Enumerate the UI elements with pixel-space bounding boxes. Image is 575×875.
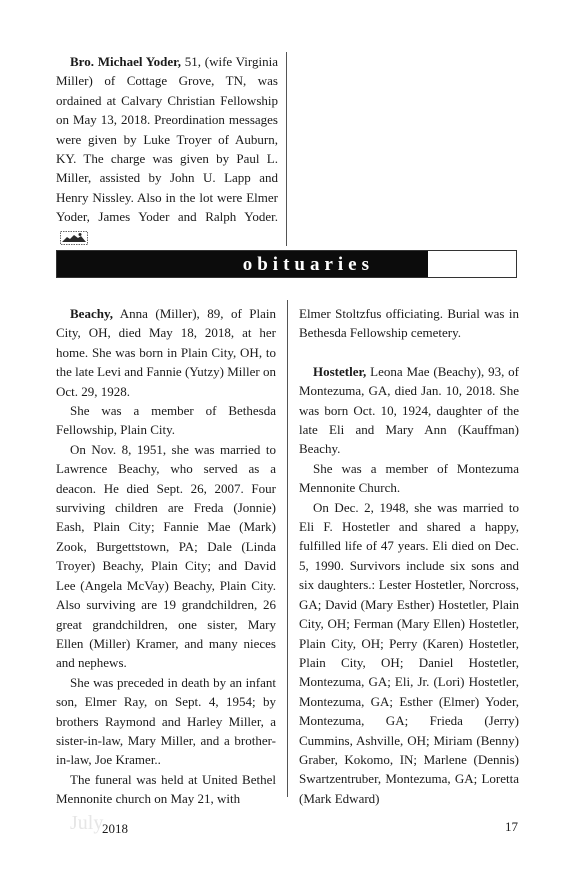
ordination-name: Bro. Michael Yoder, [70, 54, 181, 69]
page-number: 17 [505, 819, 518, 834]
obit-beachy-membership: She was a member of Bethesda Fellowship, Plain City. [56, 403, 276, 438]
section-banner [56, 250, 517, 278]
obit-beachy-intro [56, 304, 276, 401]
obit-hostetler-intro-text: Leona Mae (Beachy), 93, of Montezuma, GA, died Jan. 10, 2018. She was born Oct. 10, 1924, daughter of the late Eli and Mary Ann (Kauffman) Beachy. [299, 363, 519, 457]
obit-hostetler-survivors: On Dec. 2, 1948, she was married to Eli F. Hostetler and shared a happy, fulfilled life of 47 years. Eli died on Dec. 5, 1990. Survivors include six sons and six daughters.: Lester Hostetler, Norcross, GA; David (Mary Esther) Hostetler, Plain City, OH; Ferman (Mary Ellen) Hostetler, Plain City, OH; Perry (Karen) Hostetler, Plain City, OH; Daniel Hostetler, Montezuma, GA; Eli, Jr. (Lori) Hostetler, Montezuma, GA; Esther (Elmer) Yoder, Montezuma, GA; Frieda (Jerry) Cummins, Ashville, OH; Miriam (Benny) Graber, Kokomo, IN; Marlene (Dennis) Swartzentruber, Montezuma, GA; Loretta (Mark Edward) [299, 499, 519, 806]
obit-beachy-preceded: She was preceded in death by an infant son, Elmer Ray, on Sept. 4, 1954; by brothers Raymond and Harley Miller, a sister-in-law, Mary Miller, and a brother-in-law, Joe Kramer.. [56, 674, 276, 768]
obit-beachy-funeral: The funeral was held at United Bethel Mennonite church on May 21, with [56, 771, 276, 807]
ordination-notice [56, 52, 287, 246]
obit-beachy-intro-text: Anna (Miller), 89, of Plain City, OH, died May 18, 2018, at her home. She was born in Plain City, OH, to the late Levi and Fannie (Yutzy) Miller on Oct. 29, 1928. [56, 306, 276, 399]
ordination-text: 51, (wife Virginia Miller) of Cottage Grove, TN, was ordained at Calvary Christian Fellowship on May 13, 2018. Preordination messages were given by Luke Troyer of Auburn, KY. The charge was given by Paul L. Miller, assisted by John U. Lapp and Henry Nissley. Also in the lot were Elmer Yoder, James Yoder and Ralph Yoder. [56, 54, 278, 225]
footer-month-watermark: July [70, 812, 104, 834]
ordination-paragraph [56, 52, 278, 246]
obit-hostetler-intro [299, 362, 519, 459]
obit-beachy-survivors: On Nov. 8, 1951, she was married to Lawrence Beachy, who served as a deacon. He died Sept. 26, 2007. Four surviving children are Freda (Jonnie) Eash, Plain City; Fannie Mae (Mark) Zook, Burgettstown, PA; Dale (Linda Troyer) Beachy, Plain City; and David Lee (Angela McVay) Beachy, Plain City. Also surviving are 19 grandchildren, 26 great grandchildren, one sister, Mary Ellen (Miller) Kramer, and many nieces and nephews. [56, 441, 276, 671]
obit-beachy-funeral-cont: Elmer Stoltzfus officiating. Burial was in Bethesda Fellowship cemetery. [299, 306, 519, 341]
section-title: obituaries [242, 254, 374, 275]
footer-year: 2018 [102, 821, 128, 836]
landscape-end-mark-icon [60, 231, 88, 245]
obituary-column-left [56, 304, 276, 809]
obit-hostetler-name: Hostetler, [313, 363, 367, 379]
obit-beachy-name: Beachy, [70, 306, 113, 321]
column-divider [287, 300, 288, 797]
obituary-column-right [299, 304, 519, 808]
obit-hostetler-membership: She was a member of Montezuma Mennonite Church. [299, 460, 519, 496]
